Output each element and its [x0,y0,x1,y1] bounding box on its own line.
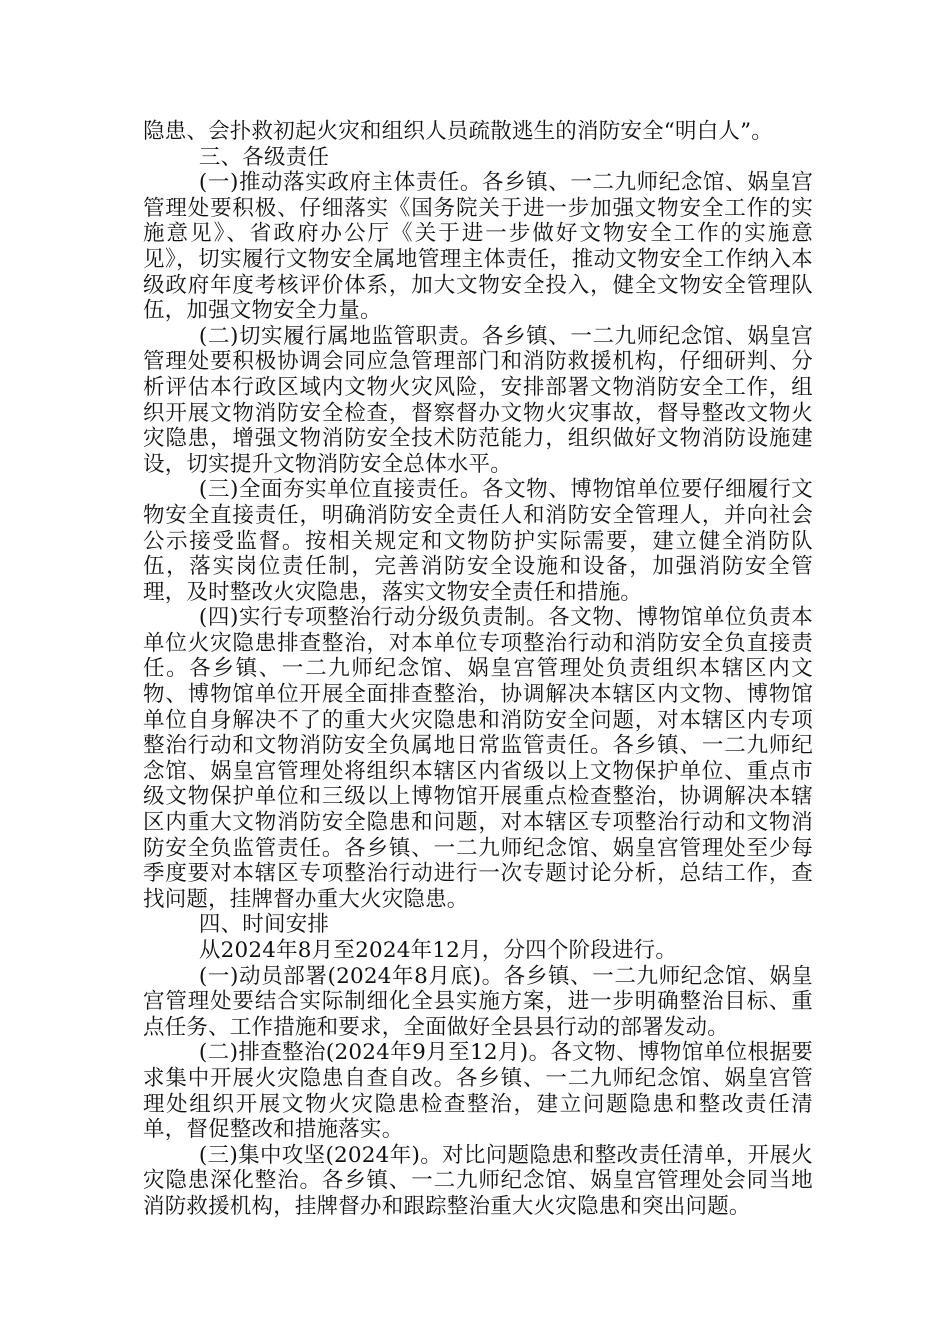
paragraph-continuation: 隐患、会扑救初起火灾和组织人员疏散逃生的消防安全“明白人”。 [143,119,773,144]
section-heading-responsibilities: 三、各级责任 [198,144,330,170]
paragraph-supervision-duty: (二)切实履行属地监管职责。各乡镇、一二九师纪念馆、娲皇宫管理处要积极协调会同应急管理部门和消防救援机构，仔细研判、分析评估本行政区域内文物火灾风险，安排部署文物消防安全工作，组织开展文物消防安全检查，督察督办文物火灾事故，督导整改文物火灾隐患，增强文物消防安全技术防范能力，组织做好文物消防设施建设，切实提升文物消防安全总体水平。 [143,323,813,477]
section-heading-schedule: 四、时间安排 [198,912,330,938]
paragraph-graded-responsibility: (四)实行专项整治行动分级负责制。各文物、博物馆单位负责本单位火灾隐患排查整治，对本单位专项整治行动和消防安全负直接责任。各乡镇、一二九师纪念馆、娲皇宫管理处负责组织本辖区内文物、博物馆单位开展全面排查整治，协调解决本辖区内文物、博物馆单位自身解决不了的重大火灾隐患和消防安全问题，对本辖区内专项整治行动和文物消防安全负属地日常监管责任。各乡镇、一二九师纪念馆、娲皇宫管理处将组织本辖区内省级以上文物保护单位、重点市级文物保护单位和三级以上博物馆开展重点检查整治，协调解决本辖区内重大文物消防安全隐患和问题，对本辖区专项整治行动和文物消防安全负监管责任。各乡镇、一二九师纪念馆、娲皇宫管理处至少每季度要对本辖区专项整治行动进行一次专题讨论分析，总结工作，查找问题，挂牌督办重大火灾隐患。 [143,605,813,912]
paragraph-concentrated-tackling: (三)集中攻坚(2024年)。对比问题隐患和整改责任清单，开展火灾隐患深化整治。各乡镇、一二九师纪念馆、娲皇宫管理处会同当地消防救援机构，挂牌督办和跟踪整治重大火灾隐患和突出问题。 [143,1142,813,1219]
paragraph-schedule-overview: 从2024年8月至2024年12月，分四个阶段进行。 [198,938,678,963]
paragraph-inspection-rectification: (二)排查整治(2024年9月至12月)。各文物、博物馆单位根据要求集中开展火灾隐患自查自改。各乡镇、一二九师纪念馆、娲皇宫管理处组织开展文物火灾隐患检查整治，建立问题隐患和整改责任清单，督促整改和措施落实。 [143,1040,813,1143]
paragraph-government-responsibility: (一)推动落实政府主体责任。各乡镇、一二九师纪念馆、娲皇宫管理处要积极、仔细落实《国务院关于进一步加强文物安全工作的实施意见》、省政府办公厅《关于进一步做好文物安全工作的实施意见》，切实履行文物安全属地管理主体责任，推动文物安全工作纳入本级政府年度考核评价体系，加大文物安全投入，健全文物安全管理队伍，加强文物安全力量。 [143,170,813,324]
document-body [143,119,813,1220]
paragraph-unit-responsibility: (三)全面夯实单位直接责任。各文物、博物馆单位要仔细履行文物安全直接责任，明确消防安全责任人和消防安全管理人，并向社会公示接受监督。按相关规定和文物防护实际需要，建立健全消防队伍，落实岗位责任制，完善消防安全设施和设备，加强消防安全管理，及时整改火灾隐患，落实文物安全责任和措施。 [143,477,813,605]
paragraph-mobilization: (一)动员部署(2024年8月底)。各乡镇、一二九师纪念馆、娲皇宫管理处要结合实际制细化全县实施方案，进一步明确整治目标、重点任务、工作措施和要求，全面做好全县县行动的部署发动。 [143,963,813,1040]
